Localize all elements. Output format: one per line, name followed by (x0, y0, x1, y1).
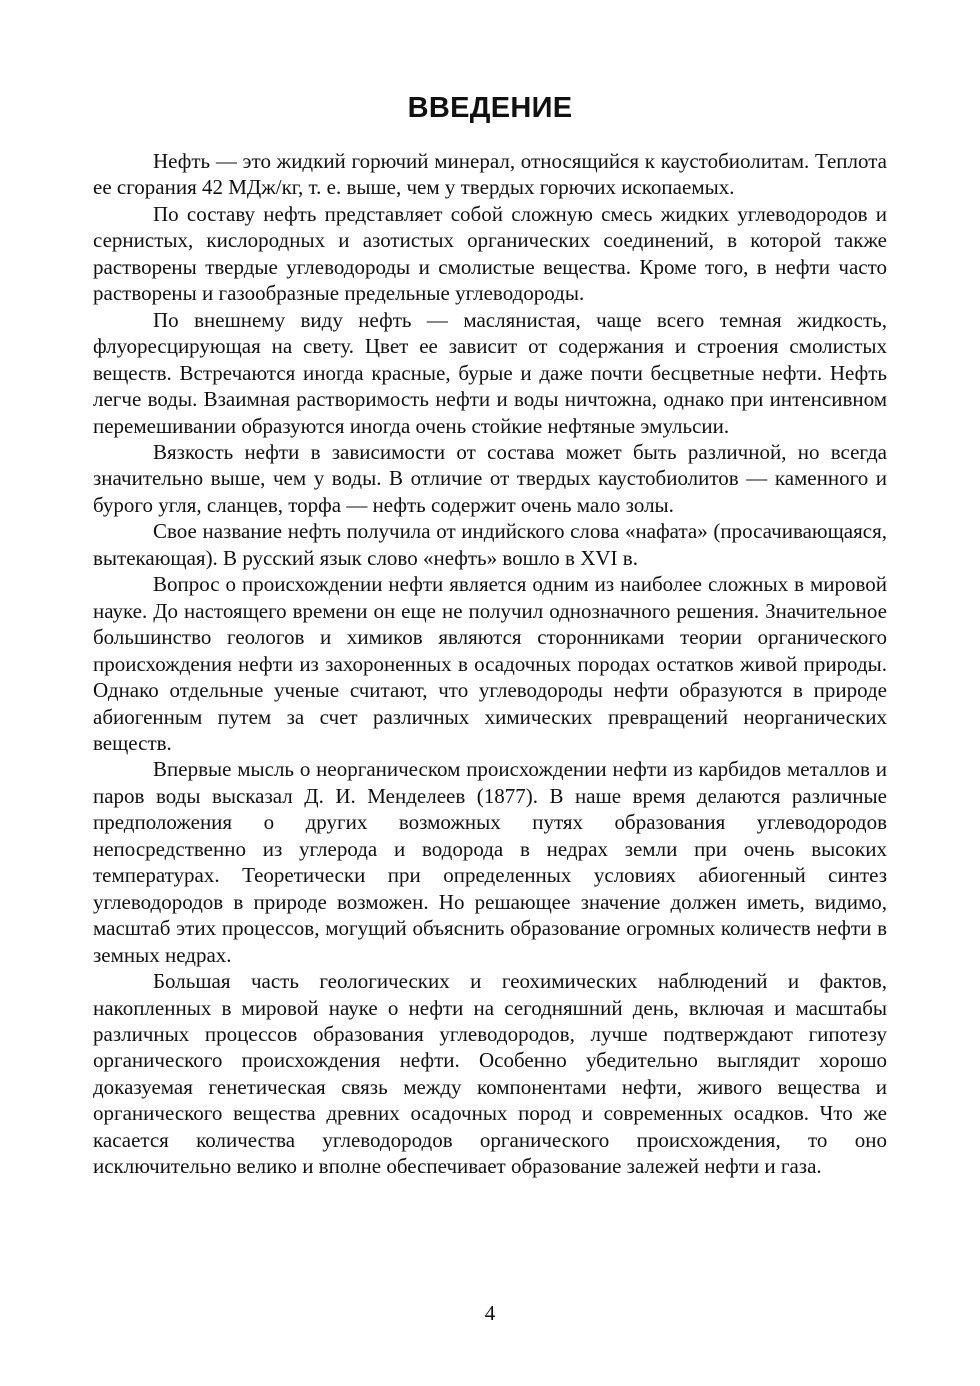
page-number: 4 (484, 1301, 496, 1325)
paragraph: Нефть — это жидкий горючий минерал, относящийся к каустобиолитам. Теплота ее сгорания 42 МДж/кг, т. е. выше, чем у твердых горючих ископаемых. (93, 149, 887, 200)
body-text (93, 148, 887, 1180)
paragraph: По составу нефть представляет собой сложную смесь жидких углеводородов и сернистых, кислородных и азотистых органических соединений, в которой также растворены твердые углеводороды и смолистые вещества. Кроме того, в нефти часто растворены и газообразные предельные углеводороды. (93, 201, 887, 306)
paragraph: Свое название нефть получила от индийского слова «нафата» (просачивающаяся, вытекающая). В русский язык слово «нефть» вошло в XVI в. (93, 519, 887, 570)
paragraph: Вязкость нефти в зависимости от состава может быть различной, но всегда значительно выше, чем у воды. В отличие от твердых каустобиолитов — каменного и бурого угля, сланцев, торфа — нефть содержит очень мало золы. (93, 439, 887, 517)
page-title: ВВЕДЕНИЕ (407, 92, 573, 124)
paragraph: Вопрос о происхождении нефти является одним из наиболее сложных в мировой науке. До настоящего времени он еще не получил однозначного решения. Значительное большинство геологов и химиков являются сторонниками теории органического происхождения нефти из захороненных в осадочных породах остатков живой природы. Однако отдельные ученые считают, что углеводороды нефти образуются в природе абиогенным путем за счет различных химических превращений неорганических веществ. (93, 572, 887, 755)
paragraph: Впервые мысль о неорганическом происхождении нефти из карбидов металлов и паров воды высказал Д. И. Менделеев (1877). В наше время делаются различные предположения о других возможных путях образования углеводородов непосредственно из углерода и водорода в недрах земли при очень высоких температурах. Теоретически при определенных условиях абиогенный синтез углеводородов в природе возможен. Но решающее значение должен иметь, видимо, масштаб этих процессов, могущий объяснить образование огромных количеств нефти в земных недрах. (93, 757, 887, 967)
paragraph: По внешнему виду нефть — маслянистая, чаще всего темная жидкость, флуоресцирующая на свету. Цвет ее зависит от содержания и строения смолистых веществ. Встречаются иногда красные, бурые и даже почти бесцветные нефти. Нефть легче воды. Взаимная растворимость нефти и воды ничтожна, однако при интенсивном перемешивании образуются иногда очень стойкие нефтяные эмульсии. (93, 307, 887, 438)
paragraph: Большая часть геологических и геохимических наблюдений и фактов, накопленных в мировой науке о нефти на сегодняшний день, включая и масштабы различных процессов образования углеводородов, лучше подтверждают гипотезу органического происхождения нефти. Особенно убедительно выглядит хорошо доказуемая генетическая связь между компонентами нефти, живого вещества и органического вещества древних осадочных пород и современных осадков. Что же касается количества углеводородов органического происхождения, то оно исключительно велико и вполне обеспечивает образование залежей нефти и газа. (93, 969, 887, 1179)
